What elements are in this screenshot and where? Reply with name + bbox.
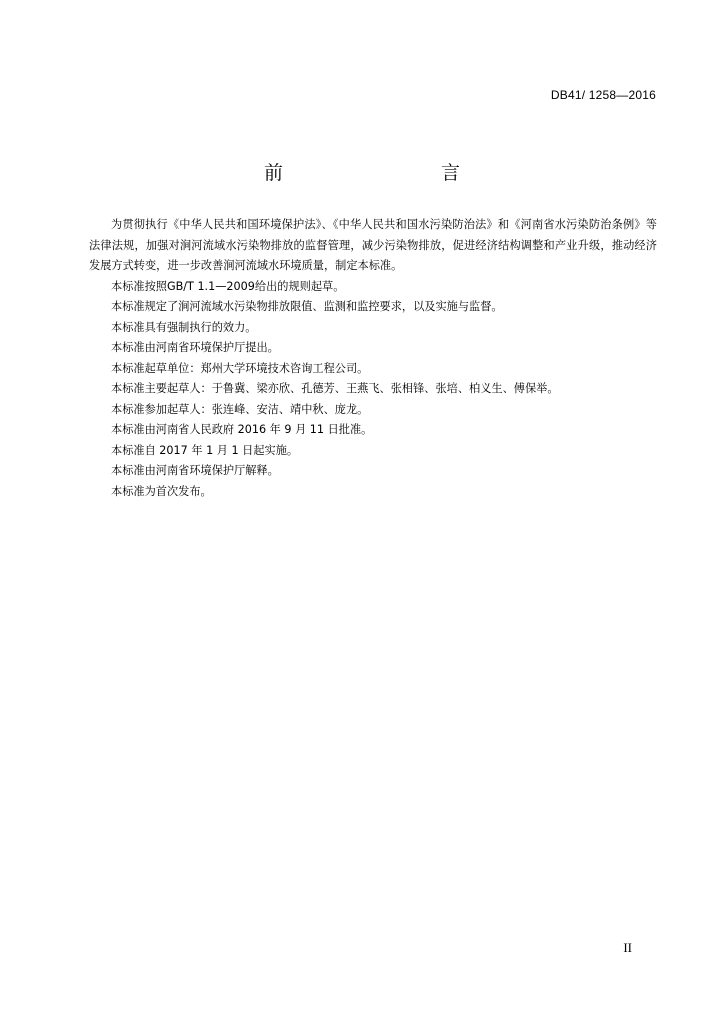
paragraph-interpretation: 本标准由河南省环境保护厅解释。 bbox=[111, 464, 279, 477]
paragraph-main-drafters: 本标准主要起草人：于鲁冀、梁亦欣、孔德芳、王燕飞、张相锋、张培、柏义生、傅保举。 bbox=[111, 382, 559, 395]
standard-code: DB41/ 1258—2016 bbox=[550, 88, 656, 102]
paragraph-proposed-by: 本标准由河南省环境保护厅提出。 bbox=[111, 341, 279, 354]
paragraph-purpose: 为贯彻执行《中华人民共和国环境保护法》、《中华人民共和国水污染防治法》和《河南省水污染防治条例》等法律法规，加强对涧河流域水污染物排放的监督管理，减少污染物排放，促进经济结构调整和产业升级，推动经济发展方式转变，进一步改善涧河流域水环境质量，制定本标准。 bbox=[89, 218, 657, 272]
paragraph-drafting-unit: 本标准起草单位：郑州大学环境技术咨询工程公司。 bbox=[111, 361, 369, 375]
paragraph-approval: 本标准由河南省人民政府 2016 年 9 月 11 日批准。 bbox=[111, 423, 373, 436]
page-number: II bbox=[623, 940, 632, 955]
paragraph-drafting-rules: 本标准按照GB/T 1.1—2009给出的规则起草。 bbox=[111, 279, 345, 293]
paragraph-scope: 本标准规定了涧河流域水污染物排放限值、监测和监控要求，以及实施与监督。 bbox=[111, 300, 503, 313]
paragraph-first-release: 本标准为首次发布。 bbox=[111, 484, 212, 498]
paragraph-participating-drafters: 本标准参加起草人：张连峰、安洁、靖中秋、庞龙。 bbox=[111, 402, 369, 416]
paragraph-implementation-date: 本标准自 2017 年 1 月 1 日起实施。 bbox=[111, 443, 299, 457]
paragraph-mandatory: 本标准具有强制执行的效力。 bbox=[111, 320, 257, 334]
foreword-body bbox=[89, 215, 657, 502]
page-title: 前 言 bbox=[263, 162, 500, 184]
